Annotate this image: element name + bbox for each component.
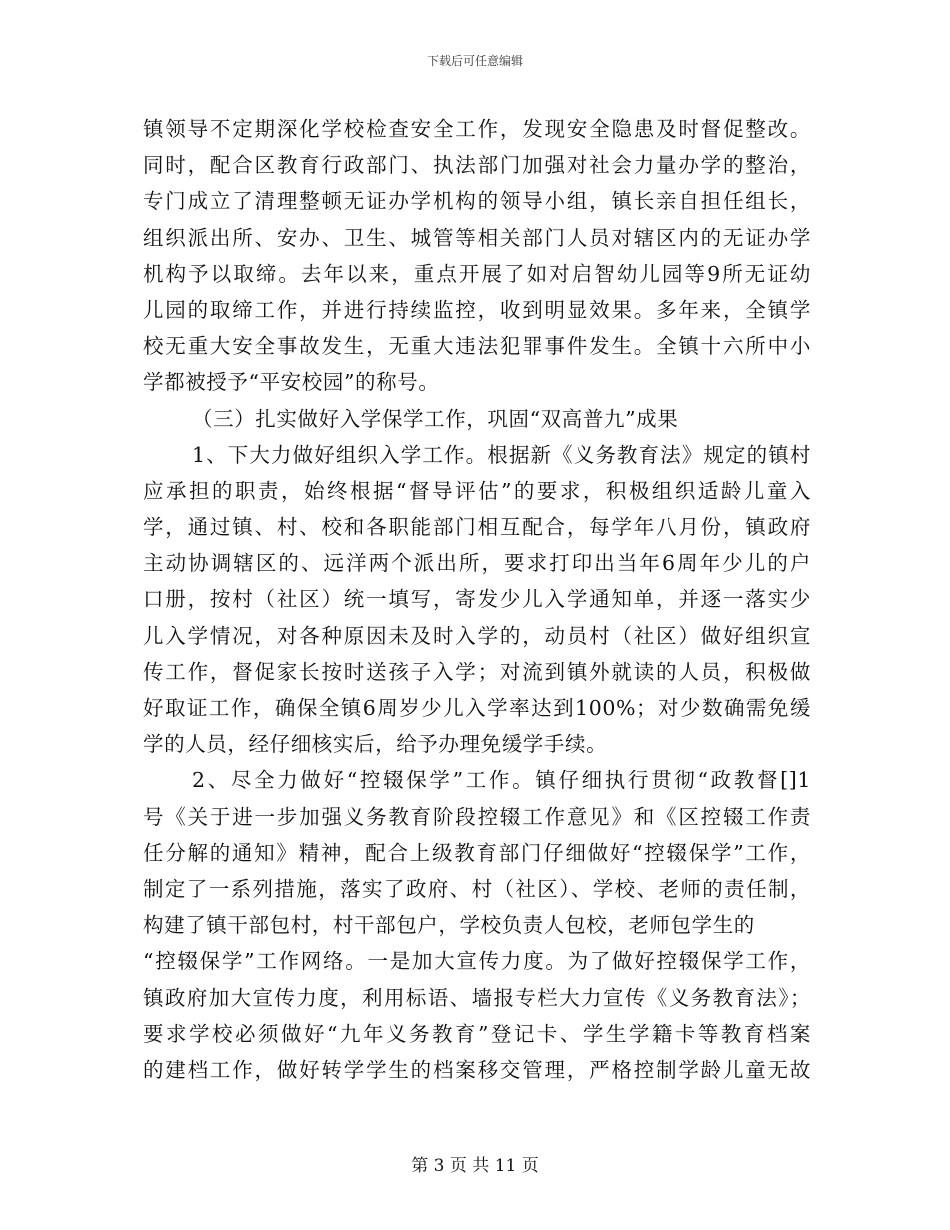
text-line: 组织派出所、安办、卫生、城管等相关部门人员对辖区内的无证办学: [143, 225, 811, 250]
text-line: 的建档工作，做好转学学生的档案移交管理，严格控制学龄儿童无故: [143, 1057, 811, 1082]
page-footer: 第 3 页 共 11 页: [411, 1156, 539, 1176]
text-line: 镇领导不定期深化学校检查安全工作，发现安全隐患及时督促整改。: [143, 117, 811, 141]
text-line: 儿入学情况，对各种原因未及时入学的，动员村（社区）做好组织宣: [143, 623, 811, 648]
text-line: 1、下大力做好组织入学工作。根据新《义务教育法》规定的镇村: [192, 442, 811, 467]
text-line: 学的人员，经仔细核实后，给予办理免缓学手续。: [143, 732, 608, 757]
text-line: 构建了镇干部包村，村干部包户，学校负责人包校，老师包学生的: [143, 913, 755, 938]
text-line: 同时，配合区教育行政部门、执法部门加强对社会力量办学的整治，: [143, 153, 811, 178]
text-line: （三）扎实做好入学保学工作，巩固“双高普九”成果: [192, 406, 679, 431]
text-line: 校无重大安全事故发生，无重大违法犯罪事件发生。全镇十六所中小: [143, 334, 811, 359]
text-line: 好取证工作，确保全镇6周岁少儿入学率达到100%；对少数确需免缓: [143, 696, 811, 720]
text-line: 要求学校必须做好“九年义务教育”登记卡、学生学籍卡等教育档案: [143, 1021, 811, 1046]
text-line: 学，通过镇、村、校和各职能部门相互配合，每学年八月份，镇政府: [143, 515, 811, 540]
page-header: 下载后可任意编辑: [426, 54, 523, 68]
text-line: 应承担的职责，始终根据“督导评估”的要求，积极组织适龄儿童入: [143, 478, 811, 503]
text-line: 口册，按村（社区）统一填写，寄发少儿入学通知单，并逐一落实少: [143, 587, 811, 612]
document-body: [143, 111, 811, 1088]
text-line: 专门成立了清理整顿无证办学机构的领导小组，镇长亲自担任组长，: [143, 189, 811, 214]
text-line: 机构予以取缔。去年以来，重点开展了如对启智幼儿园等9所无证幼: [143, 261, 811, 286]
text-line: 号《关于进一步加强义务教育阶段控辍工作意见》和《区控辍工作责: [143, 804, 811, 829]
text-line: 传工作，督促家长按时送孩子入学；对流到镇外就读的人员，积极做: [143, 659, 811, 684]
text-line: 2、尽全力做好“控辍保学”工作。镇仔细执行贯彻“政教督[]1: [192, 768, 811, 793]
text-line: 制定了一系列措施，落实了政府、村（社区）、学校、老师的责任制，: [143, 876, 811, 901]
text-line: 主动协调辖区的、远洋两个派出所，要求打印出当年6周年少儿的户: [143, 551, 811, 576]
text-line: “控辍保学”工作网络。一是加大宣传力度。为了做好控辍保学工作，: [143, 949, 811, 974]
text-line: 学都被授予“平安校园”的称号。: [143, 370, 440, 395]
text-line: 镇政府加大宣传力度，利用标语、墙报专栏大力宣传《义务教育法》；: [143, 985, 811, 1010]
text-line: 儿园的取缔工作，并进行持续监控，收到明显效果。多年来，全镇学: [143, 297, 811, 322]
text-line: 任分解的通知》精神，配合上级教育部门仔细做好“控辍保学”工作，: [143, 840, 811, 865]
